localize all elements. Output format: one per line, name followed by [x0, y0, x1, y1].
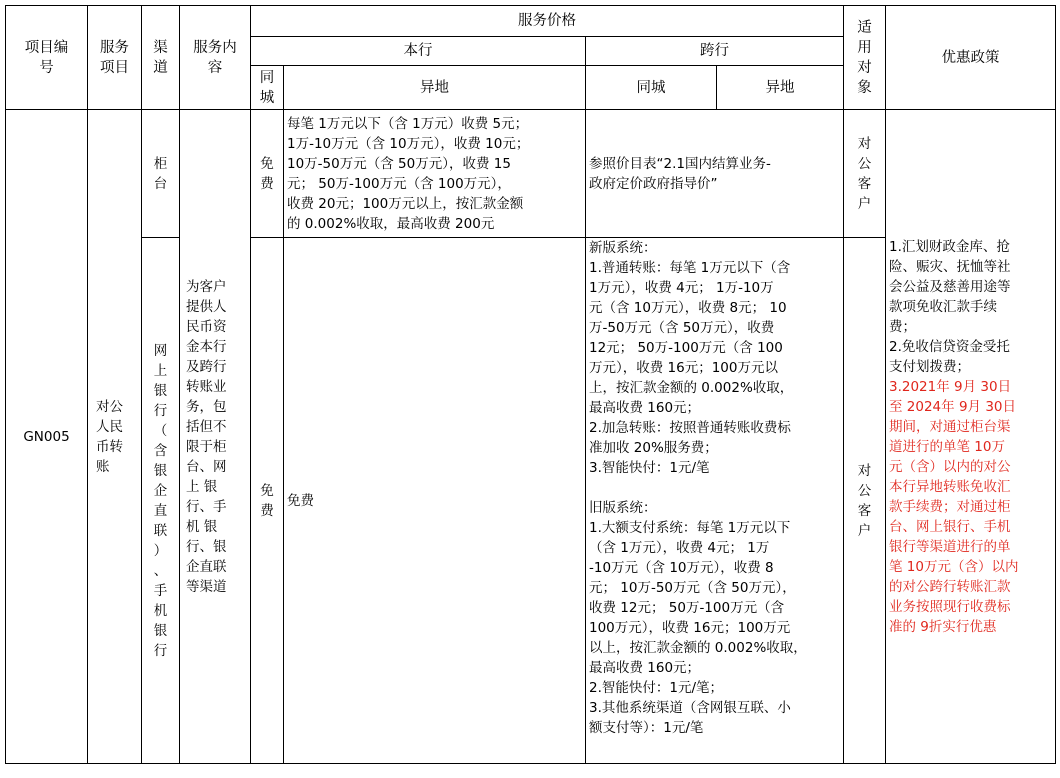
header-service-item: 服务 项目 [88, 6, 142, 110]
counter-cross-bank-fee: 参照价目表“2.1国内结算业务- 政府定价政府指导价” [586, 110, 844, 238]
service-item-cell: 对公 人民 币转 账 [88, 110, 142, 764]
preferential-policy-highlight: 3.2021年 9月 30日 至 2024年 9月 30日 期间，对通过柜台渠 道进行的单笔 10万 元（含）以内的对公 本行异地转账免收汇 款手续费；对通过柜 台、网上银行、手机 银行等渠道进行的单 笔 10万元（含）以内 的对公跨行转账汇款 业务按照现行收费标 准的 9折实行优惠 [889, 378, 1019, 635]
service-content-cell: 为客户 提供人 民币资 金本行 及跨行 转账业 务，包 括但不 限于柜 台、网 上 银 行、手 机 银 行、银 企直联 等渠道 [180, 110, 251, 764]
channel-counter: 柜 台 [142, 110, 180, 238]
preferential-policy-text: 1.汇划财政金库、抢 险、赈灾、抚恤等社 会公益及慈善用途等 款项免收汇款手续 费； 2.免收信贷资金受托 支付划拨费； [889, 238, 1011, 375]
project-no-cell: GN005 [6, 110, 88, 764]
header-cross-same-city: 同城 [586, 66, 717, 110]
online-other-city-fee: 免费 [284, 238, 586, 764]
header-project-no: 项目编 号 [6, 6, 88, 110]
header-applicable: 适 用 对 象 [844, 6, 886, 110]
header-service-content: 服务内 容 [180, 6, 251, 110]
header-local-same-city: 同 城 [251, 66, 284, 110]
header-local-other-city: 异地 [284, 66, 586, 110]
online-cross-bank-fee: 新版系统： 1.普通转账：每笔 1万元以下（含 1万元），收费 4元； 1万-10万 元（含 10万元），收费 8元； 10 万-50万元（含 50万元），收费 12元； 50万-100万元（含 100 万元），收费 16元；100万元以 上，按汇款金额的 0.002%收取， 最高收费 160元； 2.加急转账：按照普通转账收费标 准加收 20%服务费； 3.智能快付：1元/笔 旧版系统： 1.大额支付系统：每笔 1万元以下 （含 1万元），收费 4元； 1万 -10万元（含 10万元），收费 8 元； 10万-50万元（含 50万元）， 收费 12元； 50万-100万元（含 100万元），收费 16元；100万元 以上，按汇款金额的 0.002%收取， 最高收费 160元； 2.智能快付：1元/笔； 3.其他系统渠道（含网银互联、小 额支付等）：1元/笔 [586, 238, 844, 764]
fee-table [5, 5, 1056, 764]
channel-online: 网 上 银 行 （ 含 银 企 直 联 ） 、 手 机 银 行 [142, 238, 180, 764]
header-service-price: 服务价格 [251, 6, 844, 37]
online-same-city-fee: 免 费 [251, 238, 284, 764]
header-cross-bank: 跨行 [586, 37, 844, 66]
online-applicable: 对 公 客 户 [844, 238, 886, 764]
counter-other-city-fee: 每笔 1万元以下（含 1万元）收费 5元； 1万-10万元（含 10万元），收费 10元； 10万-50万元（含 50万元），收费 15 元； 50万-100万元（含 100万元）， 收费 20元；100万元以上，按汇款金额 的 0.002%收取，最高收费 200元 [284, 110, 586, 238]
preferential-policy-cell [886, 110, 1056, 764]
counter-applicable: 对 公 客 户 [844, 110, 886, 238]
header-preferential: 优惠政策 [886, 6, 1056, 110]
header-our-bank: 本行 [251, 37, 586, 66]
header-channel: 渠 道 [142, 6, 180, 110]
counter-same-city-fee: 免 费 [251, 110, 284, 238]
header-cross-other-city: 异地 [717, 66, 844, 110]
